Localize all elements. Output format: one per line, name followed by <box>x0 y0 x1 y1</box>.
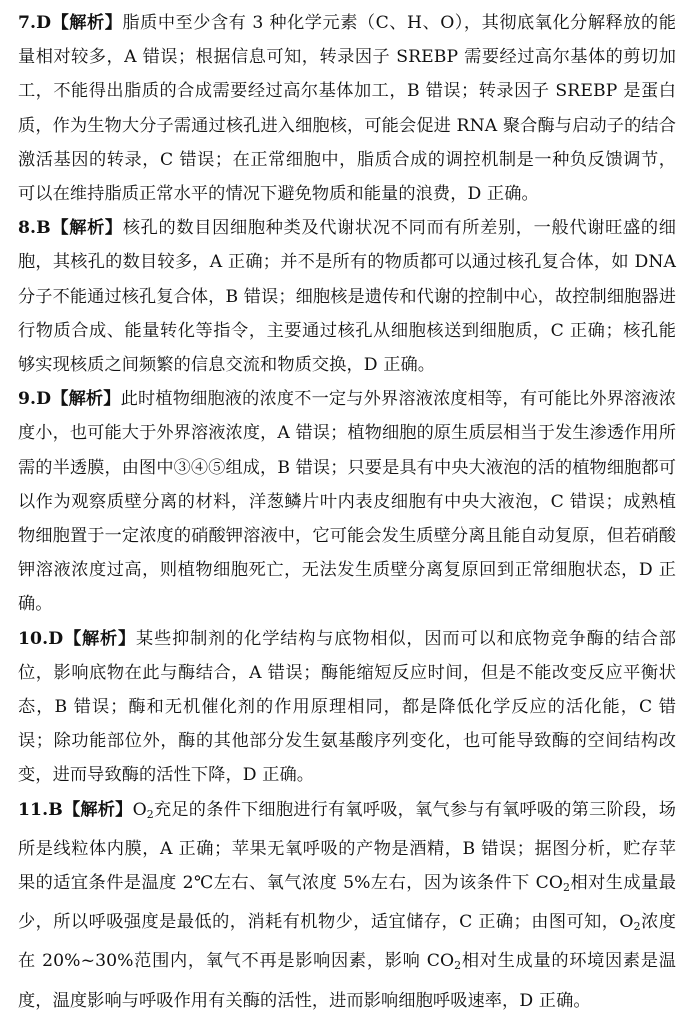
answer-10-text: 某些抑制剂的化学结构与底物相似，因而可以和底物竞争酶的结合部位，影响底物在此与酶结合，A 错误；酶能缩短反应时间，但是不能改变反应平衡状态，B 错误；酶和无机催化剂的作用原理相同，都是降低化学反应的活化能，C 错误；除功能部位外，酶的其他部分发生氨基酸序列变化，也可能导致酶的空间结构改变，进而导致酶的活性下降，D 正确。 <box>18 628 676 786</box>
answer-11 <box>18 793 676 1018</box>
answer-11-text-part-5: 相对生成量的环境因素是温度，温度影响与呼吸作用有关酶的活性，进而影响细胞呼吸速率，D 正确。 <box>18 951 677 1011</box>
answer-9-text: 此时植物细胞液的浓度不一定与外界溶液浓度相等，有可能比外界溶液浓度小，也可能大于外界溶液浓度，A 错误；植物细胞的原生质层相当于发生渗透作用所需的半透膜，由图中③④⑤组成，B 错误；只要是具有中央大液泡的活的植物细胞都可以作为观察质壁分离的材料，洋葱鳞片叶内表皮细胞有中央大液泡，C 错误；成熟植物细胞置于一定浓度的硝酸钾溶液中，它可能会发生质壁分离且能自动复原，但若硝酸钾溶液浓度过高，则植物细胞死亡，无法发生质壁分离复原回到正常细胞状态，D 正确。 <box>18 389 676 615</box>
answer-7 <box>18 6 676 211</box>
answer-9 <box>18 382 676 621</box>
answer-8-label: 8.B【解析】 <box>18 218 123 239</box>
answer-11-text-part-2: 充足的条件下细胞进行有氧呼吸，氧气参与有氧呼吸的第三阶段，场所是线粒体内膜，A 正确；苹果无氧呼吸的产物是酒精，B 错误；据图分析，贮存苹果的适宜条件是温度 2℃左右、氧气浓度 5%左右，因为该条件下 CO <box>18 799 676 894</box>
answer-11-text-part-4: 浓度在 20%~30%范围内，氧气不再是影响因素，影响 CO <box>18 912 677 972</box>
answer-11-text-part-3: 相对生成量最少，所以呼吸强度是最低的，消耗有机物少，适宜储存，C 正确；由图可知，O <box>18 873 676 933</box>
answer-10 <box>18 622 676 793</box>
answer-11-subscript-2: 2 <box>563 881 571 895</box>
answer-7-label: 7.D【解析】 <box>18 13 123 33</box>
answer-8 <box>18 211 676 382</box>
answer-8-text: 核孔的数目因细胞种类及代谢状况不同而有所差别，一般代谢旺盛的细胞，其核孔的数目较多，A 正确；并不是所有的物质都可以通过核孔复合体，如 DNA 分子不能通过核孔复合体，B 错误；细胞核是遗传和代谢的控制中心，故控制细胞器进行物质合成、能量转化等指令，主要通过核孔从细胞核送到细胞质，C 正确；核孔能够实现核质之间频繁的信息交流和物质交换，D 正确。 <box>18 218 677 376</box>
answer-11-text-part-1: O <box>132 799 147 820</box>
answer-9-label: 9.D【解析】 <box>18 389 121 410</box>
answer-7-text: 脂质中至少含有 3 种化学元素（C、H、O），其彻底氧化分解释放的能量相对较多，A 错误；根据信息可知，转录因子 SREBP 需要经过高尔基体的剪切加工，不能得出脂质的合成需要经过高尔基体加工，B 错误；转录因子 SREBP 是蛋白质，作为生物大分子需通过核孔进入细胞核，可能会促进 RNA 聚合酶与启动子的结合激活基因的转录，C 错误；在正常细胞中，脂质合成的调控机制是一种负反馈调节，可以在维持脂质正常水平的情况下避免物质和能量的浪费，D 正确。 <box>18 13 676 205</box>
answer-11-subscript-1: 2 <box>146 807 154 821</box>
answer-11-subscript-3: 2 <box>633 920 641 934</box>
answer-10-label: 10.D【解析】 <box>18 628 137 649</box>
answer-11-subscript-4: 2 <box>454 959 462 973</box>
answer-11-label: 11.B【解析】 <box>18 799 133 820</box>
